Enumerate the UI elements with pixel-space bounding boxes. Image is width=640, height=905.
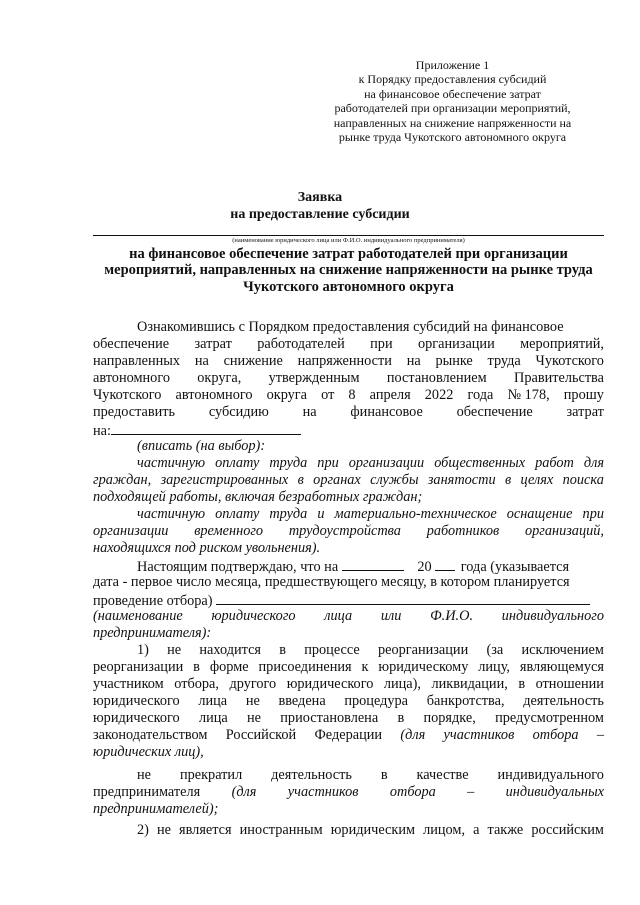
word: общественных	[434, 455, 526, 471]
word: при	[317, 455, 339, 471]
word: в	[397, 710, 405, 726]
word: лицу,	[478, 659, 510, 675]
word: а	[473, 822, 480, 838]
word: в	[380, 767, 388, 783]
word: организаций,	[524, 523, 604, 539]
word: к	[361, 659, 369, 675]
word: также	[487, 822, 524, 838]
subsidy-purpose-field[interactable]	[111, 421, 301, 435]
word: или	[380, 608, 402, 624]
item-1b-line	[137, 767, 604, 784]
body-line	[93, 336, 604, 353]
word: юридического	[93, 693, 180, 709]
item-1-line	[93, 676, 604, 693]
word: юридического	[286, 676, 374, 692]
option-2-line	[93, 523, 604, 540]
word: в	[518, 676, 526, 692]
word: округа	[266, 387, 308, 403]
word: не	[156, 822, 171, 838]
word: автономного	[175, 387, 253, 403]
word: снижение	[223, 353, 283, 369]
body-line: проведение отбора)	[93, 591, 604, 610]
word: является	[179, 822, 232, 838]
word: службы	[370, 472, 419, 488]
item-1-line: законодательством Российской Федерации (для участников отбора –	[93, 727, 604, 743]
word: 2022	[424, 387, 454, 403]
word: юридическому	[378, 659, 469, 675]
body-line	[93, 404, 604, 421]
word: субсидию	[208, 404, 269, 420]
caption-line	[93, 608, 604, 625]
word: при	[370, 336, 393, 352]
applicant-name-caption: (наименование юридического лица или Ф.И.О. индивидуального предпринимателя)	[232, 237, 465, 244]
word: рынке	[435, 353, 473, 369]
word: не	[137, 767, 151, 783]
word: направленных	[93, 353, 181, 369]
word: отбора,	[174, 676, 219, 692]
body-line: дата - первое число месяца, предшествующего месяцу, в котором планируется	[93, 574, 570, 590]
appendix-line: направленных на снижение напряженности на	[333, 115, 572, 130]
item-1-line	[93, 659, 604, 676]
word: российским	[531, 822, 604, 838]
word: частичную	[137, 506, 206, 522]
word: занятости	[427, 472, 496, 488]
word: Чукотского	[535, 353, 604, 369]
word: граждан,	[93, 472, 152, 488]
word: финансовое	[350, 404, 423, 420]
word: не	[247, 710, 261, 726]
word: участником	[93, 676, 164, 692]
word: банкротства,	[426, 693, 505, 709]
word: года	[467, 387, 494, 403]
word: Правительства	[514, 370, 604, 386]
word: отношении	[535, 676, 604, 692]
body-line: на:	[93, 421, 604, 440]
word: оплату	[215, 506, 260, 522]
word: ликвидации,	[431, 676, 508, 692]
body-line	[93, 353, 604, 370]
word: исключением	[521, 642, 604, 658]
word: материально-техническое	[334, 506, 497, 522]
word: юридического	[93, 710, 180, 726]
word: реорганизации	[93, 659, 184, 675]
word: (за	[486, 642, 504, 658]
word: качестве	[416, 767, 469, 783]
word: процессе	[304, 642, 360, 658]
word: порядке,	[423, 710, 476, 726]
body-line: Настоящим подтверждаю, что на 20 года (указывается	[137, 559, 570, 575]
word: 1)	[137, 642, 149, 658]
word: оплату	[215, 455, 260, 471]
word: целях	[520, 472, 554, 488]
option-1-line: подходящей работы, включая безработных граждан;	[93, 489, 423, 505]
word: форме	[209, 659, 249, 675]
word: являющемуся	[519, 659, 604, 675]
option-2-line: находящихся под риском увольнения).	[93, 540, 321, 556]
word: труда	[269, 506, 308, 522]
word: предусмотренном	[495, 710, 604, 726]
word: индивидуального	[501, 608, 604, 624]
word: лица	[198, 710, 228, 726]
word: частичную	[137, 455, 206, 471]
word: другого	[229, 676, 277, 692]
word: прекратил	[179, 767, 243, 783]
word: (наименование	[93, 608, 183, 624]
word: автономного	[93, 370, 170, 386]
word: организации	[93, 523, 169, 539]
item-1-line: юридических лиц),	[93, 744, 204, 760]
word: временного	[194, 523, 264, 539]
appendix-line: к Порядку предоставления субсидий	[358, 72, 547, 87]
appendix-line: работодателей при организации мероприятий,	[334, 101, 571, 116]
word: для	[583, 455, 604, 471]
word: организации	[348, 455, 425, 471]
word: приостановлена	[280, 710, 379, 726]
appendix-line: рынке труда Чукотского автономного округа	[338, 130, 567, 145]
purpose-heading: на финансовое обеспечение затрат работодателей при организации мероприятий, направленных на снижение напряженности на рынке труда Чукотского автономного округа	[104, 246, 593, 295]
applicant-name-line[interactable]	[93, 235, 604, 236]
item-1b-line: предпринимателя (для участников отбора – индивидуальных	[93, 784, 604, 800]
word: процедура	[344, 693, 409, 709]
word: постановлением	[386, 370, 487, 386]
word: Чукотского	[93, 387, 162, 403]
word: предоставить	[93, 404, 176, 420]
body-line	[93, 387, 604, 404]
applicant-name-field[interactable]	[216, 591, 590, 605]
word: в	[297, 472, 304, 488]
item-1-line	[137, 642, 604, 659]
word: апреля	[369, 387, 411, 403]
body-line: Ознакомившись с Порядком предоставления субсидий на финансовое	[137, 319, 564, 335]
word: организации	[417, 336, 495, 352]
appendix-line: Приложение 1	[415, 58, 490, 72]
word: деятельность	[523, 693, 604, 709]
word: 2)	[137, 822, 149, 838]
word: реорганизации	[377, 642, 469, 658]
body-line	[93, 370, 604, 387]
word: юридическим	[330, 822, 416, 838]
word: оснащение	[506, 506, 573, 522]
word: прошу	[563, 387, 604, 403]
word: труда	[487, 353, 521, 369]
word: труда	[269, 455, 308, 471]
word: юридического	[211, 608, 296, 624]
word: лица	[198, 693, 228, 709]
choice-note: (вписать (на выбор):	[137, 438, 266, 454]
word: поиска	[562, 472, 604, 488]
word: лица	[324, 608, 353, 624]
word: мероприятий,	[520, 336, 604, 352]
word: на	[406, 353, 421, 369]
date-year-field[interactable]	[435, 557, 455, 571]
word: присоединения	[258, 659, 352, 675]
word: лица),	[383, 676, 421, 692]
option-1-line	[93, 472, 604, 489]
word: трудоустройства	[288, 523, 401, 539]
word: не	[245, 693, 260, 709]
appendix-block	[300, 58, 605, 144]
word: обеспечение	[456, 404, 533, 420]
appendix-line: на финансовое обеспечение затрат	[364, 86, 541, 101]
document-subtitle: на предоставление субсидии	[230, 207, 410, 222]
caption-line: предпринимателя):	[93, 625, 212, 641]
word: иностранным	[239, 822, 323, 838]
item-1b-line: предпринимателей);	[93, 801, 219, 817]
word: 8	[348, 387, 356, 403]
word: утвержденным	[268, 370, 360, 386]
item-1-line	[93, 693, 604, 710]
word: от	[321, 387, 335, 403]
word: в	[504, 472, 512, 488]
word: лицом,	[423, 822, 466, 838]
word: в	[279, 642, 286, 658]
option-2-line	[137, 506, 604, 523]
word: не	[167, 642, 182, 658]
word: обеспечение	[93, 336, 170, 352]
word: Ф.И.О.	[430, 608, 474, 624]
word: работ	[535, 455, 574, 471]
word: работодателей	[257, 336, 345, 352]
word: на	[194, 353, 209, 369]
document-title: Заявка	[297, 190, 343, 205]
word: напряженности	[297, 353, 392, 369]
word: в	[193, 659, 200, 675]
item-2-line	[137, 822, 604, 839]
date-day-month-field[interactable]	[342, 557, 404, 571]
word: находится	[199, 642, 261, 658]
word: на	[302, 404, 317, 420]
word: зарегистрированных	[160, 472, 289, 488]
word: работников	[426, 523, 500, 539]
word: затрат	[194, 336, 232, 352]
option-1-line	[137, 455, 604, 472]
word: № 178,	[507, 387, 550, 403]
word: и	[317, 506, 325, 522]
word: округа,	[197, 370, 242, 386]
word: введена	[278, 693, 326, 709]
item-1-line	[93, 710, 604, 727]
word: затрат	[566, 404, 604, 420]
word: деятельность	[271, 767, 352, 783]
word: органах	[313, 472, 361, 488]
word: индивидуального	[497, 767, 604, 783]
word: при	[582, 506, 604, 522]
